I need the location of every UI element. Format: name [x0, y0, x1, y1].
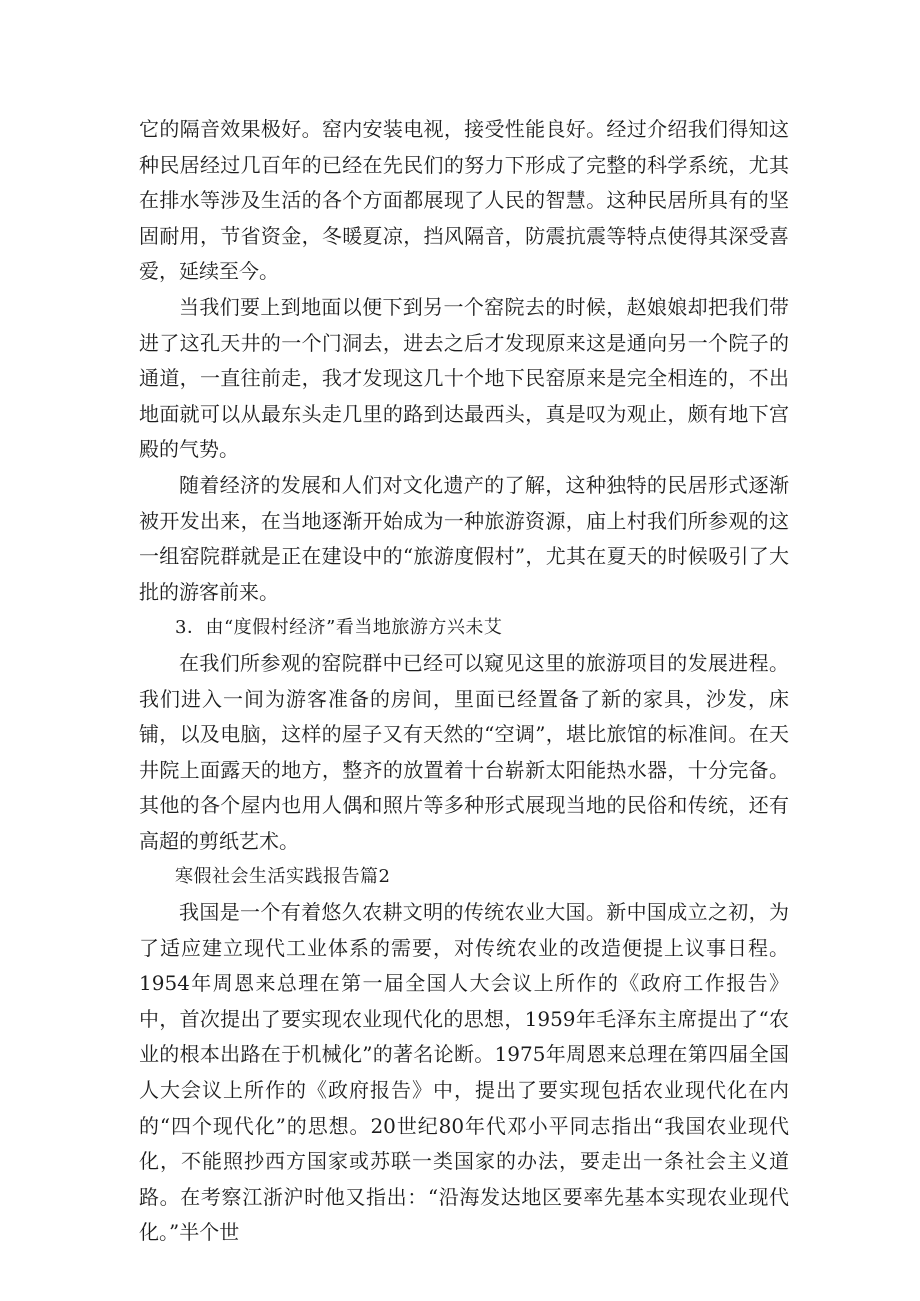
document-body	[139, 112, 789, 1251]
paragraph-continued: 它的隔音效果极好。窑内安装电视，接受性能良好。经过介绍我们得知这种民居经过几百年的已经在先民们的努力下形成了完整的科学系统，尤其在排水等涉及生活的各个方面都展现了人民的智慧。这种民居所具有的坚固耐用，节省资金，冬暖夏凉，挡风隔音，防震抗震等特点使得其深受喜爱，延续至今。	[139, 117, 789, 284]
report-title: 寒假社会生活实践报告篇2	[175, 866, 391, 888]
paragraph: 当我们要上到地面以便下到另一个窑院去的时候，赵娘娘却把我们带进了这孔天井的一个门洞去，进去之后才发现原来这是通向另一个院子的通道，一直往前走，我才发现这几十个地下民窑原来是完全相连的，不出地面就可以从最东头走几里的路到达最西头，真是叹为观止，颇有地下宫殿的气势。	[139, 294, 789, 462]
section-heading: 3．由“度假村经济”看当地旅游方兴未艾	[175, 617, 503, 639]
paragraph: 在我们所参观的窑院群中已经可以窥见这里的旅游项目的发展进程。我们进入一间为游客准备的房间，里面已经置备了新的家具，沙发，床铺，以及电脑，这样的屋子又有天然的“空调”，堪比旅馆的标准间。在天井院上面露天的地方，整齐的放置着十台崭新太阳能热水器，十分完备。其他的各个屋内也用人偶和照片等多种形式展现当地的民俗和传统，还有高超的剪纸艺术。	[139, 650, 789, 853]
paragraph: 随着经济的发展和人们对文化遗产的了解，这种独特的民居形式逐渐被开发出来，在当地逐渐开始成为一种旅游资源，庙上村我们所参观的这一组窑院群就是正在建设中的“旅游度假村”，尤其在夏天的时候吸引了大批的游客前来。	[139, 472, 789, 604]
paragraph: 我国是一个有着悠久农耕文明的传统农业大国。新中国成立之初，为了适应建立现代工业体系的需要，对传统农业的改造便提上议事日程。1954年周恩来总理在第一届全国人大会议上所作的《政府工作报告》中，首次提出了要实现农业现代化的思想，1959年毛泽东主席提出了“农业的根本出路在于机械化”的著名论断。1975年周恩来总理在第四届全国人大会议上所作的《政府报告》中，提出了要实现包括农业现代化在内的“四个现代化”的思想。20世纪80年代邓小平同志指出“我国农业现代化，不能照抄西方国家或苏联一类国家的办法，要走出一条社会主义道路。在考察江浙沪时他又指出：“沿海发达地区要率先基本实现农业现代化。”半个世	[139, 900, 789, 1245]
